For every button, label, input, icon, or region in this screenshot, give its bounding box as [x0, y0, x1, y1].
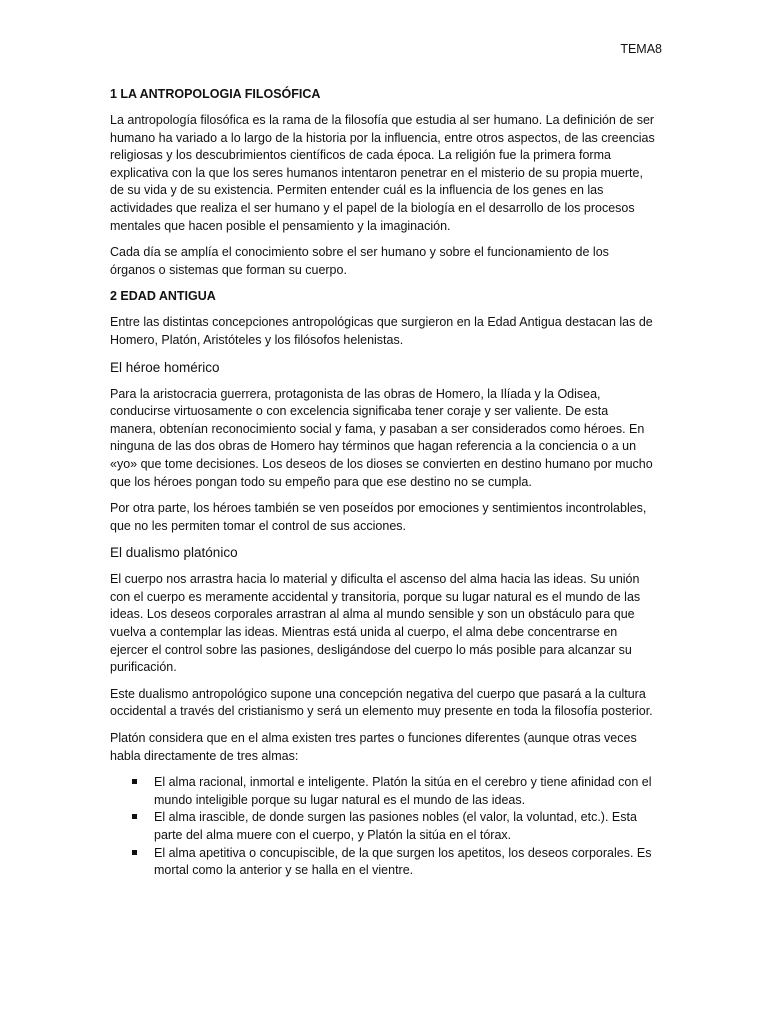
heroe-paragraph-2: Por otra parte, los héroes también se ven poseídos por emociones y sentimientos incontrolables, que no les permiten tomar el control de sus acciones.: [110, 501, 647, 533]
section-1-title: 1 LA ANTROPOLOGIA FILOSÓFICA: [110, 87, 321, 101]
square-bullet-icon: [132, 814, 137, 819]
dualismo-platonico-title: El dualismo platónico: [110, 545, 238, 561]
document-body: [110, 86, 656, 880]
alma-parts-list: [110, 774, 656, 880]
section-2-title: 2 EDAD ANTIGUA: [110, 289, 216, 304]
heroe-paragraph-1: Para la aristocracia guerrera, protagonista de las obras de Homero, la Ilíada y la Odisea, conducirse virtuosamente o con excelencia significaba tener coraje y ser valiente. De esta manera, obtenían reconocimiento social y fama, y pasaban a ser considerados como héroes. En ninguna de las dos obras de Homero hay términos que hagan referencia a la conciencia o a un «yo» que tome decisiones. Los deseos de los dioses se convierten en destino humano por mucho que los héroes pongan todo su empeño para que ese destino no se cumpla.: [110, 386, 653, 489]
list-item-text: El alma racional, inmortal e inteligente. Platón la sitúa en el cerebro y tiene afinidad con el mundo inteligible porque su lugar natural es el mundo de las ideas.: [154, 775, 652, 807]
list-item-text: El alma irascible, de donde surgen las pasiones nobles (el valor, la voluntad, etc.). Esta parte del alma muere con el cuerpo, y Platón la sitúa en el tórax.: [154, 810, 637, 842]
heroe-homerico-title: El héroe homérico: [110, 359, 220, 375]
list-item: [110, 774, 656, 809]
list-item: [110, 845, 656, 880]
section-1-paragraph-1: La antropología filosófica es la rama de la filosofía que estudia al ser humano. La definición de ser humano ha variado a lo largo de la historia por la influencia, entre otros aspectos, de las creencias religiosas y los descubrimientos científicos de cada época. La religión fue la primera forma explicativa con la que los seres humanos intentaron penetrar en el misterio de su propia muerte, de su vida y de su existencia. Permiten entender cuál es la influencia de los genes en las actividades que realiza el ser humano y el papel de la biología en el desarrollo de los procesos mentales que hacen posible el pensamiento y la imaginación.: [110, 113, 655, 233]
dualismo-paragraph-1: El cuerpo nos arrastra hacia lo material y dificulta el ascenso del alma hacia las ideas. Su unión con el cuerpo es meramente accidental y transitoria, porque su lugar natural es el mundo de las ideas. Los deseos corporales arrastran al alma al mundo sensible y son un obstáculo para que vuelva a contemplar las ideas. Mientras está unida al cuerpo, el alma debe concentrarse en ejercer el control sobre las pasiones, desligándose del cuerpo lo más posible para alcanzar su purificación.: [110, 572, 641, 675]
section-2-paragraph-1: Entre las distintas concepciones antropológicas que surgieron en la Edad Antigua destacan las de Homero, Platón, Aristóteles y los filósofos helenistas.: [110, 315, 653, 347]
list-item-text: El alma apetitiva o concupiscible, de la que surgen los apetitos, los deseos corporales. Es mortal como la anterior y se halla en el vientre.: [154, 845, 652, 878]
dualismo-paragraph-2: Este dualismo antropológico supone una concepción negativa del cuerpo que pasará a la cultura occidental a través del cristianismo y será un elemento muy presente en toda la filosofía posterior.: [110, 686, 653, 719]
list-item: [110, 809, 656, 844]
dualismo-paragraph-3: Platón considera que en el alma existen tres partes o funciones diferentes (aunque otras veces habla directamente de tres almas:: [110, 731, 637, 763]
header-label: TEMA8: [620, 42, 662, 56]
section-1-paragraph-2: Cada día se amplía el conocimiento sobre el ser humano y sobre el funcionamiento de los órganos o sistemas que forman su cuerpo.: [110, 245, 609, 277]
square-bullet-icon: [132, 850, 137, 855]
square-bullet-icon: [132, 779, 137, 784]
